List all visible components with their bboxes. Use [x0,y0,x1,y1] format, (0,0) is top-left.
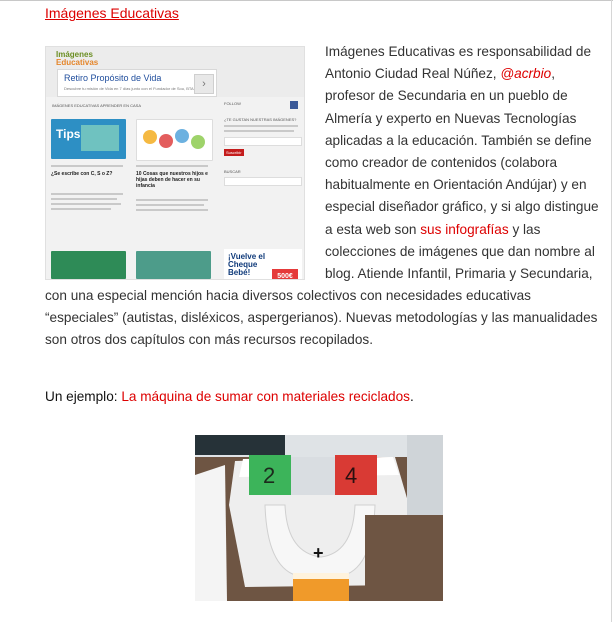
thumb-cards [51,111,213,279]
paragraph-part2: diseñador [378,199,439,215]
paragraph-part3: las [491,310,509,326]
digit-2-label: 2 [263,463,276,488]
paragraph-part3: otros [70,332,101,348]
paragraph-part3: recopilados. [299,332,374,348]
infographics-link[interactable]: infografías [445,221,509,237]
paragraph-part3: que [481,243,505,259]
example-end: . [409,389,414,404]
thumb-card2-caption: 10 Cosas que nuestros hijos e hijas deben de hacer en su infancia [136,171,208,189]
paragraph-part3: manualidades [512,310,598,326]
paragraph-part2: , [551,66,555,82]
paragraph-part2: Tecnologías [503,110,577,126]
example-link[interactable]: La máquina de sumar con materiales reciclados [121,389,410,404]
paragraph-part1: Antonio [325,66,372,82]
thumb-text-line [136,209,208,211]
paragraph-part2: (colabora [500,155,558,171]
paragraph-part1: es [458,44,474,59]
right-border [611,0,612,622]
author-link[interactable]: @acrbio [500,66,552,82]
thumb-card1-caption: ¿Se escribe con C, S o Z? [51,171,113,177]
paragraph-part3: “especiales” [45,310,119,326]
thumb-text-line [136,204,204,206]
kid-figure-1 [143,130,157,144]
thumb-ad-subtitle: Descubre tu misión de Vida en 7 días junto con el Fundador de Sou, BTA [64,86,194,91]
paragraph-part2: aplicadas [325,132,383,148]
thumb-email-input [224,137,302,146]
paragraph-part2: y [490,199,498,215]
paragraph-part3: con [188,332,211,348]
facebook-icon [290,101,298,109]
paragraph-part3: colectivos [296,288,357,303]
thumb-text-line [51,203,121,205]
paragraph-part2: También [481,132,533,148]
paragraph-part3: dan [507,243,531,259]
paragraph-part3: dos [104,332,127,348]
paragraph-part3: Secundaria, [519,266,593,282]
paragraph-part3: y [481,310,488,326]
paragraph-part2: y [375,110,383,126]
paragraph-part3: especial [97,288,148,303]
thumb-side-line [224,130,294,132]
paragraph-part3: diversos [242,288,293,303]
paragraph-part3: nombre [534,243,581,259]
paragraph-part1: Núñez, [453,66,497,82]
paragraph-part1: Educativas [388,44,455,59]
paragraph-part3: blog. [325,266,355,282]
paragraph-part2: de [552,88,568,104]
paragraph-part3: colecciones [325,243,397,259]
paragraph-part2: Secundaria [397,88,467,104]
thumb-card-green [51,251,126,279]
paragraph-part2: Andújar) [505,177,558,193]
thumb-side-ad-money: 500€ [272,269,298,280]
paragraph-part3: más [214,332,241,348]
paragraph-part2: de [411,155,428,171]
paragraph-part2: en [435,110,451,126]
thumb-side-line [224,125,298,127]
thumb-meta-line [136,165,208,167]
paragraph-part2: un [489,88,505,104]
thumb-logo [56,51,98,67]
thumb-ad-banner [57,69,217,97]
kid-figure-3 [175,129,189,143]
adding-machine-photo [195,435,443,601]
paragraph-part3: Primaria [455,266,506,282]
thumb-search-input [224,177,302,186]
paragraph-part2: esta [336,221,363,237]
thumb-card-graphic [81,125,119,151]
paragraph-part2: distingue [544,199,599,215]
thumb-card-tips-label: Tips [56,127,81,141]
kid-figure-4 [191,135,205,149]
chevron-right-icon: › [194,74,214,94]
thumb-subscribe-button-label: Suscribir [226,150,242,155]
thumb-card-teal [136,251,211,279]
paragraph-part3: y [509,266,517,282]
paragraph-part2: en [470,88,486,104]
paragraph-part2: contenidos [430,155,497,171]
paragraph-part2: si [501,199,511,215]
paragraph-part1: Real [421,66,450,82]
paragraph-part3: capítulos [130,332,185,348]
paragraph-part3: las [523,221,541,237]
paragraph-part3: de [399,243,415,259]
plus-icon: + [313,543,324,563]
paragraph-part3: Atiende [357,266,404,282]
thumb-logo-line1: Imágenes [56,50,93,59]
paragraph-part3: imágenes [418,243,478,259]
paragraph-part3: aspergerianos). [247,310,342,326]
paragraph-part3: mención [150,288,203,303]
post-title[interactable]: Imágenes Educativas [45,5,179,21]
paragraph-part2: especial [325,199,375,215]
thumb-subscribe-label: ¿TE GUSTAN NUESTRAS IMÁGENES? [224,117,297,122]
paragraph-part1: de [575,44,592,59]
thumb-follow-label: FOLLOW [224,101,241,106]
thumb-side-ad-title: ¡Vuelve el Cheque Bebé! [228,252,266,277]
paragraph-part2: la [397,132,409,148]
paragraph-part2: experto [386,110,432,126]
paragraph-part2: gráfico, [442,199,487,215]
thumb-search-label: BUSCAR [224,169,241,174]
paragraph-part2: son [394,221,417,237]
paragraph-part2: algo [514,199,541,215]
paragraph-part2: a [325,221,333,237]
thumb-text-line [51,208,111,210]
kid-figure-2 [159,134,173,148]
paragraph-part2: creador [362,155,409,171]
paragraph-part3: Nuevas [345,310,392,326]
paragraph-part2: en [414,177,430,193]
example-line [45,389,414,404]
paragraph-part2: como [325,155,359,171]
paragraph-part2: educación. [411,132,478,148]
website-screenshot-image [45,46,305,280]
paragraph-part3: Infantil, [407,266,452,282]
paragraph-part2: en [571,177,587,193]
post-title-link[interactable] [45,5,179,21]
paragraph-part3: son [45,332,67,348]
digit-4-label: 4 [345,463,358,488]
thumb-header [46,47,304,97]
paragraph-part3: al [584,243,595,259]
thumb-sidebar [220,99,304,279]
thumb-text-line [136,199,208,201]
paragraph-part2: de [378,88,394,104]
paragraph-part1: Ciudad [374,66,418,82]
paragraph-part3: y [512,221,520,237]
paragraph-part2: pueblo [507,88,549,104]
paragraph-part2: web [365,221,391,237]
paragraph-part2: Nuevas [454,110,501,126]
thumb-text-line [51,198,117,200]
thumb-text-line [51,193,123,195]
paragraph-part2: define [554,132,592,148]
paragraph-part2: Almería [325,110,372,126]
paragraph-part2: profesor [325,88,375,104]
thumb-meta-line [51,165,123,167]
paragraph-part3: recursos [243,332,296,348]
paragraph-part2: se [536,132,551,148]
thumb-side-ad [224,249,302,280]
top-border [0,0,613,1]
example-label: Un ejemplo: [45,389,122,404]
thumb-card-kids [136,119,213,161]
paragraph-part3: con [45,288,67,303]
paragraph-part3: (autistas, [122,310,178,326]
paragraph-part3: con [360,288,383,303]
thumb-subscribe-button [224,149,244,156]
paragraph-part3: educativas [465,288,531,303]
paragraph-part1: Imágenes [325,44,385,59]
thumb-nav: IMÁGENES EDUCATIVAS APRENDER EN CASA [52,103,141,108]
paragraph-part2: y [560,177,568,193]
paragraph-part3: metodologías [395,310,478,326]
paragraph-part3: necesidades [385,288,463,303]
thumb-card-tips [51,119,126,159]
paragraph-part3: una [70,288,94,303]
thumb-ad-title: Retiro Propósito de Vida [64,73,162,83]
description-paragraph-bottom [45,285,601,352]
adding-machine-illustration [195,435,443,601]
paragraph-part1: responsabilidad [476,44,573,59]
infographics-link[interactable]: sus [420,221,442,237]
paragraph-part2: Orientación [433,177,503,193]
paragraph-part3: disléxicos, [181,310,244,326]
paragraph-part3: hacia [206,288,239,303]
paragraph-part2: habitualmente [325,177,411,193]
description-paragraph-top [325,41,601,285]
paragraph-part2: a [386,132,394,148]
thumb-logo-line2: Educativas [56,58,99,67]
